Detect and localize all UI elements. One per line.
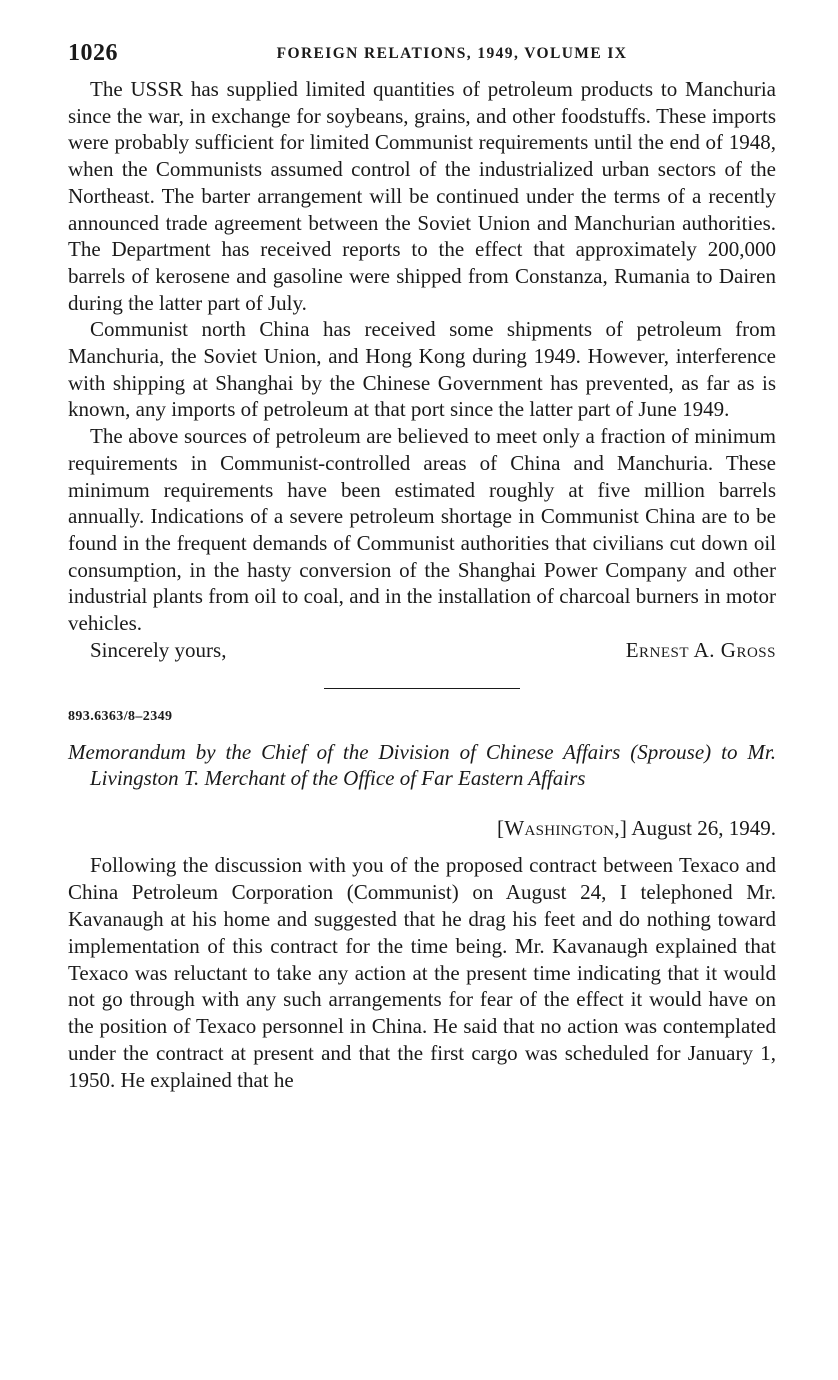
letter-paragraph-3: The above sources of petroleum are believed to meet only a fraction of minimum requirements in Communist-controlled areas of China and Manchuria. These minimum requirements have been estimated roughly at five million barrels annually. Indications of a severe petroleum shortage in Communist China are to be found in the frequent demands of Communist authorities that civilians cut down oil consumption, in the hasty conversion of the Shanghai Power Company and other industrial plants from oil to coal, and in the installation of charcoal burners in motor vehicles. (68, 424, 776, 636)
closing: Sincerely yours, (90, 637, 227, 662)
signer-name: Ernest A. Gross (625, 637, 776, 662)
dateline-date: August 26, 1949. (631, 816, 776, 841)
memo-body-paragraph: Following the discussion with you of the proposed contract between Texaco and China Petroleum Corporation (Communist) on August 24, I telephoned Mr. Kavanaugh at his home and suggested that he drag his feet and do nothing toward implementation of this contract for the time being. Mr. Kavanaugh explained that Texaco was reluctant to take any action at the present time indicating that it would not go through with any such arrangements for fear of the effect it would have on the position of Texaco personnel in China. He said that no action was contemplated under the contract at present and that the first cargo was scheduled for January 1, 1950. He explained that he (68, 852, 776, 1093)
page-header (68, 36, 776, 76)
file-number: 893.6363/8–2349 (68, 708, 173, 724)
letter-paragraph-1: The USSR has supplied limited quantities of petroleum products to Manchuria since the war, in exchange for soybeans, grains, and other foodstuffs. These imports were probably sufficient for limited Communist requirements until the end of 1948, when the Communists assumed control of the industrialized urban sectors of the Northeast. The barter arrangement will be continued under the terms of a recently announced trade agreement between the Soviet Union and Manchurian authorities. The Department has received reports to the effect that approximately 200,000 barrels of kerosene and gasoline were shipped from Constanza, Rumania to Dairen during the latter part of July. (68, 77, 776, 315)
page-number: 1026 (68, 40, 118, 66)
dateline (68, 815, 776, 842)
dateline-place: [Washington,] (497, 816, 628, 841)
memo-title: Memorandum by the Chief of the Division of Chinese Affairs (Sprouse) to Mr. Livingston T. Merchant of the Office of Far Eastern Affairs (68, 739, 776, 791)
document-page (68, 36, 776, 1094)
running-head: FOREIGN RELATIONS, 1949, VOLUME IX (276, 45, 628, 62)
letter-body (68, 76, 776, 637)
letter-paragraph-2: Communist north China has received some shipments of petroleum from Manchuria, the Soviet Union, and Hong Kong during 1949. However, interference with shipping at Shanghai by the Chinese Government has prevented, as far as is known, any imports of petroleum at that port since the latter part of June 1949. (68, 317, 776, 422)
signature-block (68, 637, 776, 664)
section-divider (324, 688, 520, 689)
